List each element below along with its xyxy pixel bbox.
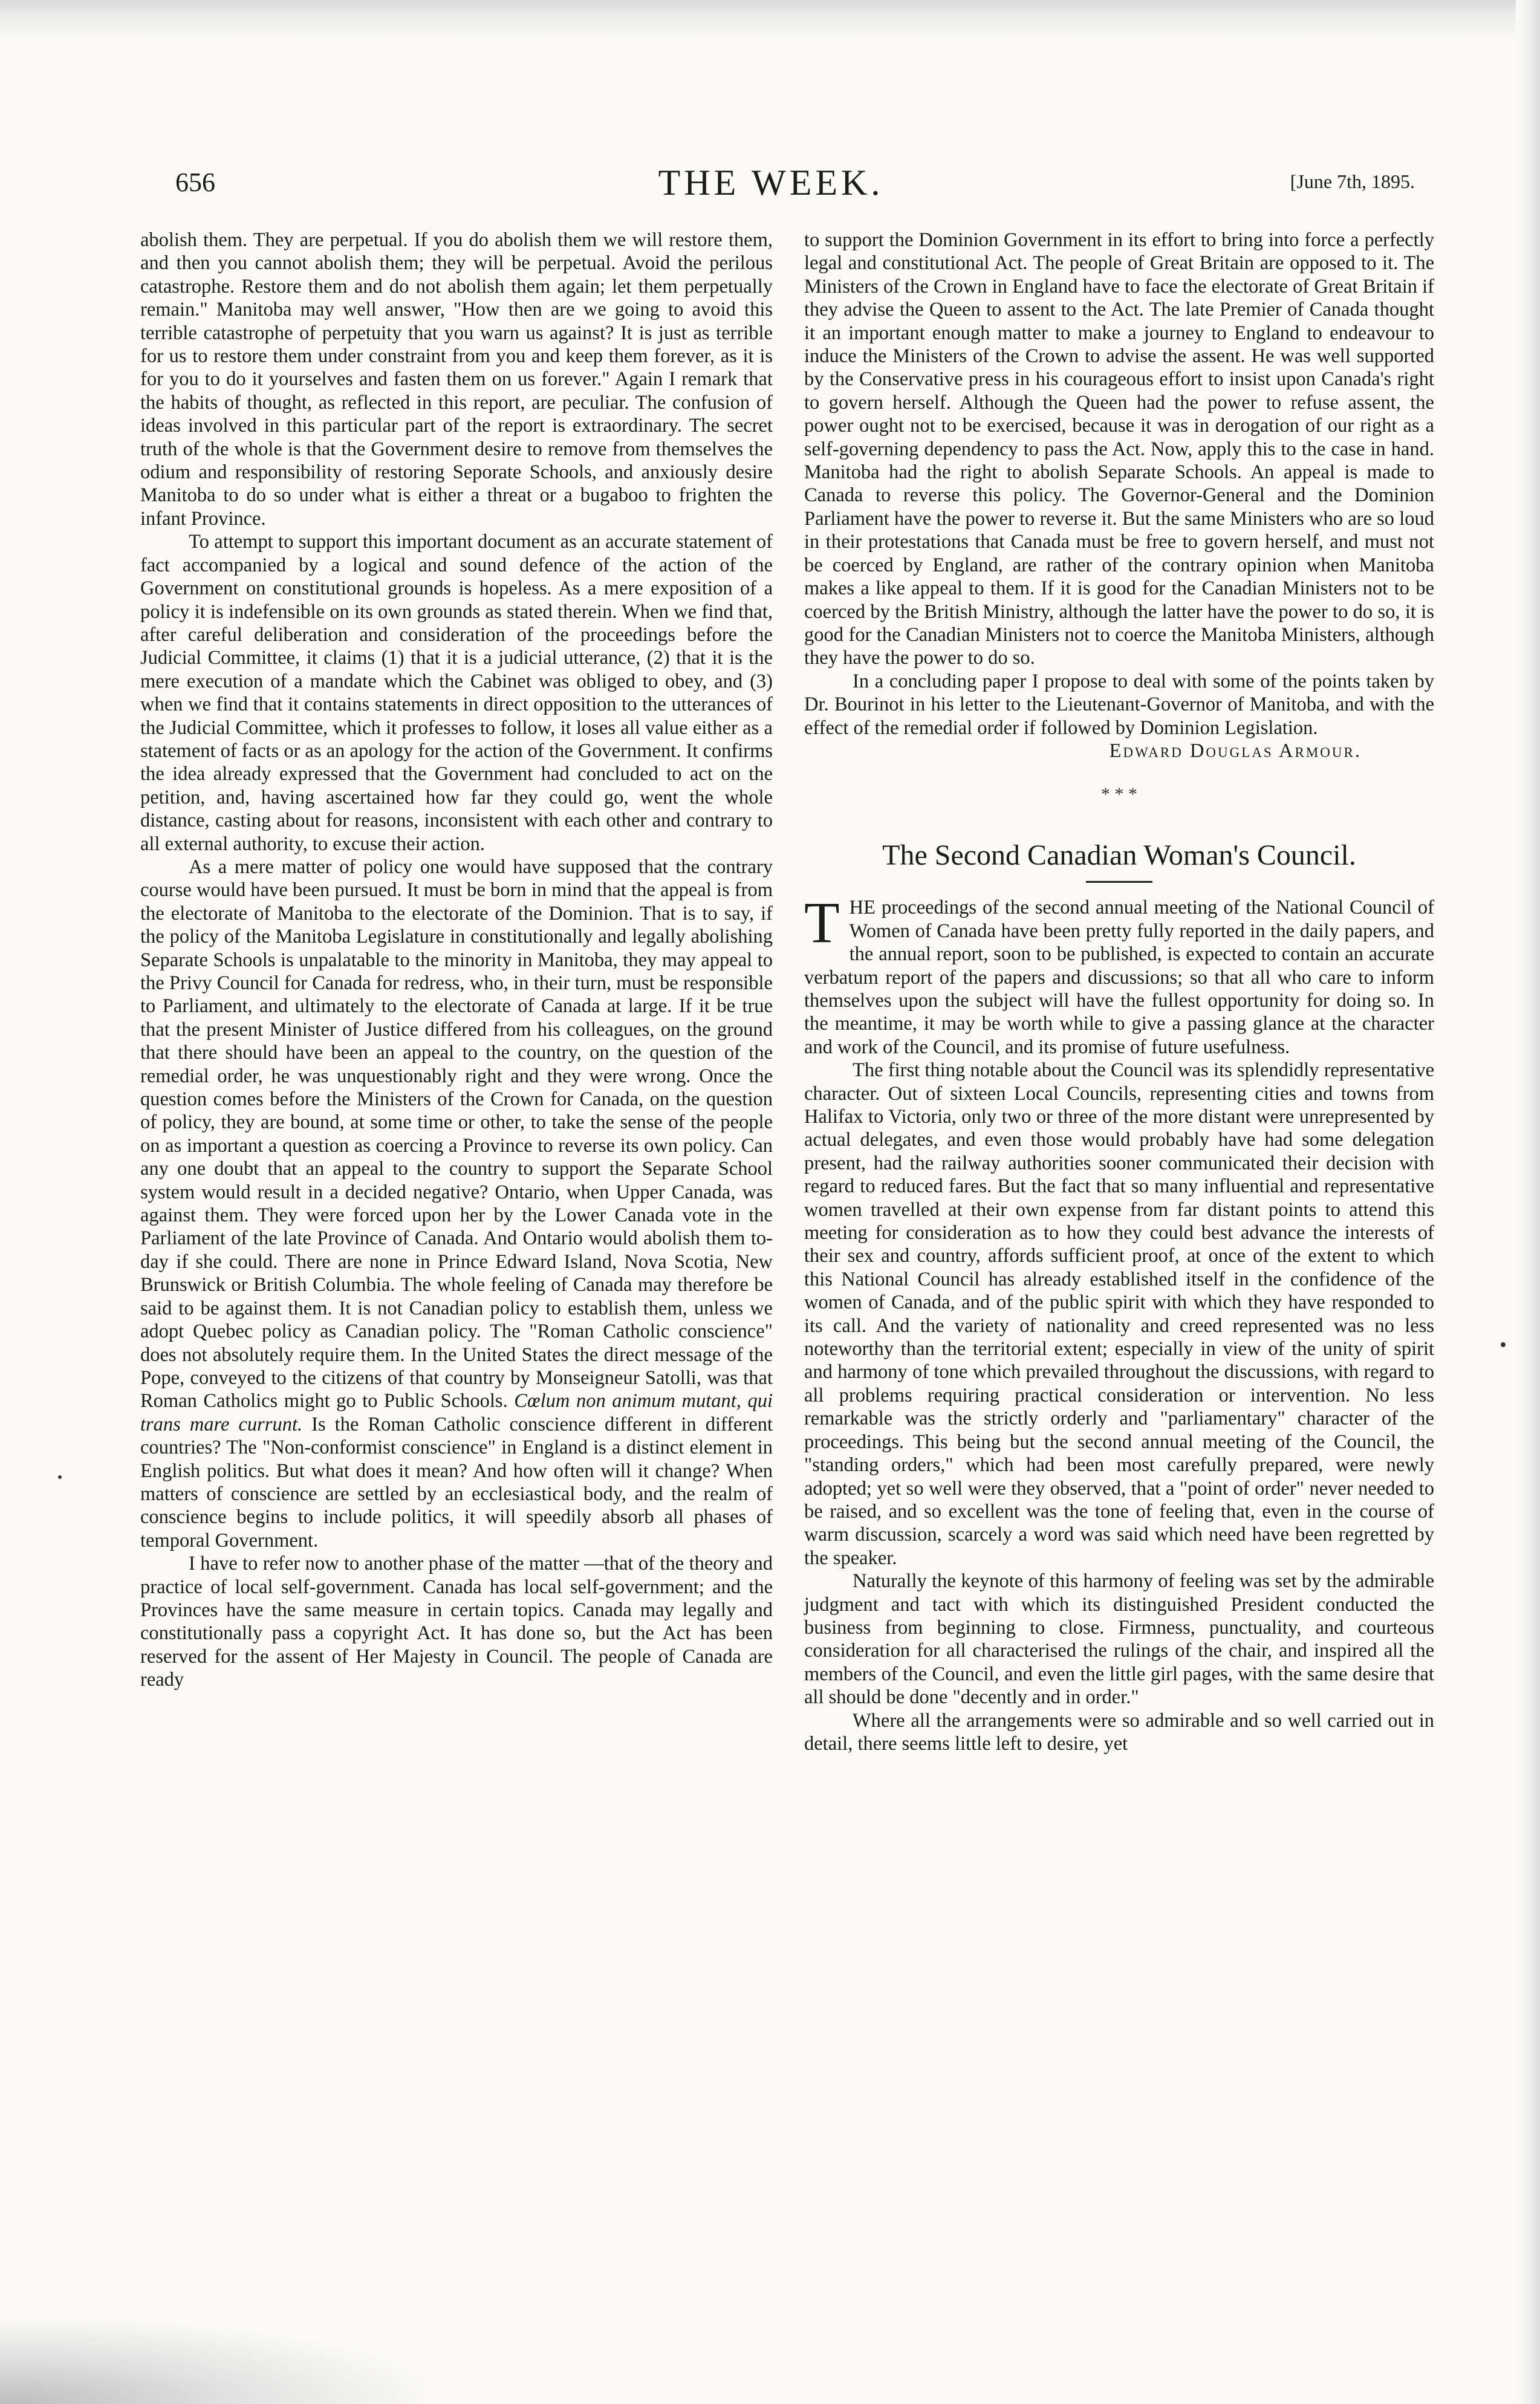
paragraph-text: HE proceedings of the second annual meeting of the National Council of Women of Canada have been pretty fully reported in the daily papers, and the annual report, soon to be published, is expected to contain an accurate verbatum report of the papers and discussions; so that all who care to inform themselves upon the subject will have the fullest opportunity for doing so. In the meantime, it may be worth while to give a passing glance at the character and work of the Council, and its promise of future usefulness. [804,897,1434,1058]
ink-speck [1501,1342,1506,1347]
author-signature: Edward Douglas Armour. [1109,739,1362,762]
paragraph: abolish them. They are perpetual. If you do abolish them we will restore them, and then you cannot abolish them; they will be perpetual. Avoid the perilous catastrophe. Restore them and do not abolish them again; let them perpetually remain." Manitoba may well answer, "How then are we going to avoid this terrible catastrophe of perpetuity that you warn us against? It is just as terrible for us to restore them under constraint from you and keep them forever, as it is for you to do it yourselves and fasten them on us forever." Again I remark that the habits of thought, as reflected in this report, are peculiar. The confusion of ideas involved in this particular part of the report is extraordinary. The secret truth of the whole is that the Government desire to remove from themselves the odium and responsibility of restoring Seporate Schools, and anxiously desire Manitoba to do so under what is either a threat or a bugaboo to frighten the infant Province. [140,229,773,530]
issue-date: [June 7th, 1895. [1290,171,1415,192]
right-column [804,229,1434,1755]
paragraph: To attempt to support this important document as an accurate statement of fact accompanied by a logical and sound defence of the action of the Government on constitutional grounds is hopeless. As a mere exposition of a policy it is indefensible on its own grounds as stated therein. When we find that, after careful deliberation and consideration of the proceedings before the Judicial Committee, it claims (1) that it is a judicial utterance, (2) that it is the mere execution of a mandate which the Cabinet was obliged to obey, and (3) when we find that it contains statements in direct opposition to the utterances of the Judicial Committee, which it professes to follow, it loses all value either as a statement of facts or as an apology for the action of the Government. It confirms the idea already expressed that the Government had concluded to act on the petition, and, having ascertained how far they could go, went the whole distance, casting about for reasons, inconsistent with each other and contrary to all external authority, to excuse their action. [140,531,773,855]
page-header [127,162,1415,204]
paragraph [804,890,1434,1059]
latin-quotation: Cœlum non animum mutant, qui trans mare currunt. [140,1390,773,1435]
publication-title: THE WEEK. [658,163,884,203]
paragraph-text: Is the Roman Catholic conscience different in different countries? The "Non-conformist conscience" in England is a distinct element in English politics. But what does it mean? And how often will it change? When matters of conscience are settled by an ecclesiastical body, and the realm of conscience begins to include politics, it will speedily absorb all phases of temporal Government. [140,1413,773,1551]
scan-edge-top [0,0,1540,42]
paragraph: Naturally the keynote of this harmony of feeling was set by the admirable judgment and tact with which its distinguished President conducted the business from beginning to close. Firmness, punctuality, and courteous consideration for all characterised the rulings of the chair, and inspired all the members of the Council, and even the little girl pages, with the same desire that all should be done "decently and in order." [804,1570,1434,1709]
paragraph: In a concluding paper I propose to deal with some of the points taken by Dr. Bourinot in his letter to the Lieutenant-Governor of Manitoba, and with the effect of the remedial order if followed by Dominion Legislation. [804,670,1434,739]
paragraph: Where all the arrangements were so admirable and so well carried out in detail, there seems little left to desire, yet [804,1709,1434,1755]
ink-speck [58,1475,62,1479]
title-rule [1086,881,1152,883]
section-ornament: * * * [1101,784,1137,805]
paragraph: I have to refer now to another phase of the matter —that of the theory and practice of local self-government. Canada has local self-government; and the Provinces have the same measure in certain topics. Canada may legally and constitutionally pass a copyright Act. It has done so, but the Act has been reserved for the assent of Her Majesty in Council. The people of Canada are ready [140,1553,773,1691]
left-column [140,229,773,1692]
section-title: The Second Canadian Woman's Council. [882,839,1356,872]
page-number: 656 [175,167,215,197]
drop-cap: T [804,890,840,955]
paragraph-text: As a mere matter of policy one would have supposed that the contrary course would have been pursued. It must be born in mind that the appeal is from the electorate of Manitoba to the electorate of the Dominion. That is to say, if the policy of the Manitoba Legislature in constitutionally and legally abolishing Separate Schools is unpalatable to the minority in Manitoba, they may appeal to the Privy Council for Canada for redress, who, in their turn, must be responsible to Parliament, and ultimately to the electorate of Canada at large. If it be true that the present Minister of Justice differed from his colleagues, on the ground that there should have been an appeal to the country, on the question of the remedial order, he was unquestionably right and they were wrong. Once the question comes before the Ministers of the Crown for Canada, on the question of policy, they are bound, at some time or other, to take the sense of the people on as important a question as coercing a Province to reverse its own policy. Can any one doubt that an appeal to the country to support the Separate School system would result in a decided negative? Ontario, when Upper Canada, was against them. They were forced upon her by the Lower Canada vote in the Parliament of the late Province of Canada. And Ontario would abolish them to-day if she could. There are none in Prince Edward Island, Nova Scotia, New Brunswick or British Columbia. The whole feeling of Canada may therefore be said to be against them. It is not Canadian policy to establish them, unless we adopt Quebec policy as Canadian policy. The "Roman Catholic conscience" does not absolutely require them. In the United States the direct message of the Pope, conveyed to the citizens of that country by Monseigneur Satolli, was that Roman Catholics might go to Public Schools. [140,856,773,1412]
paragraph: to support the Dominion Government in its effort to bring into force a perfectly legal and constitutional Act. The people of Great Britain are opposed to it. The Ministers of the Crown in England have to face the electorate of Great Britain if they advise the Queen to assent to the Act. The late Premier of Canada thought it an important enough matter to make a journey to England to endeavour to induce the Ministers of the Crown to advise the assent. He was well supported by the Conservative press in his courageous effort to insist upon Canada's right to govern herself. Although the Queen had the power to refuse assent, the power ought not to be exercised, because it was in derogation of our right as a self-governing dependency to pass the Act. Now, apply this to the case in hand. Manitoba had the right to abolish Separate Schools. An appeal is made to Canada to reverse this policy. The Governor-General and the Dominion Parliament have the power to reverse it. But the same Ministers who are so loud in their protestations that Canada must be free to govern herself, and must not be coerced by England, are rather of the contrary opinion when Manitoba makes a like appeal to them. If it is good for the Canadian Ministers not to be coerced by the British Ministry, although the latter have the power to do so, it is good for the Canadian Ministers not to coerce the Manitoba Ministers, although they have the power to do so. [804,229,1434,669]
scan-shadow-bottom [0,2319,423,2404]
paragraph: The first thing notable about the Council was its splendidly representative character. Out of sixteen Local Councils, representing cities and towns from Halifax to Victoria, only two or three of the more distant were unrepresented by actual delegates, and even those would probably have had some delegation present, had the railway authorities sooner communicated their decision with regard to reduced fares. But the fact that so many influential and representative women travelled at their own expense from far distant points to attend this meeting for consideration as to how they could best advance the interests of their sex and country, affords sufficient proof, at once of the extent to which this National Council has already established itself in the confidence of the women of Canada, and of the public spirit with which they have responded to its call. And the variety of nationality and creed represented was no less noteworthy than the territorial extent; especially in view of the unity of spirit and harmony of tone which prevailed throughout the discussions, with regard to all problems requiring practical consideration or intervention. No less remarkable was the strictly orderly and "parliamentary" character of the proceedings. This being but the second annual meeting of the Council, the "standing orders," which had been most carefully prepared, were newly adopted; yet so well were they observed, that a "point of order" never needed to be raised, and so excellent was the tone of feeling that, even in the course of warm discussion, scarcely a word was said which need have been regretted by the speaker. [804,1059,1434,1569]
scan-edge-right [1516,0,1540,2404]
paragraph [140,856,773,1552]
